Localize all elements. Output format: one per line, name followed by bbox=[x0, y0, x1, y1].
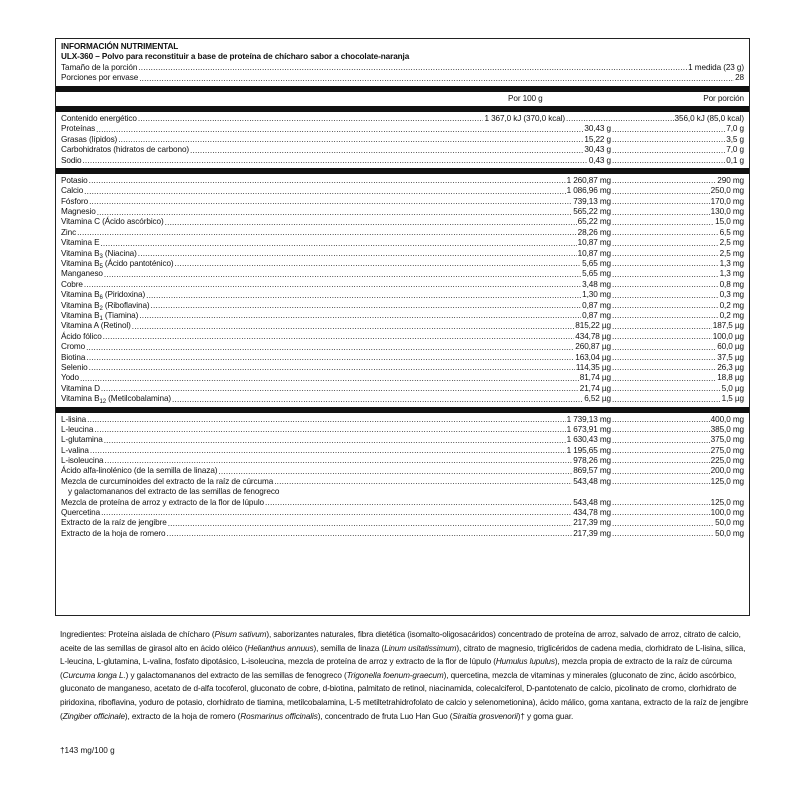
per100-value: 434,78 µg bbox=[575, 331, 611, 341]
per-serving-value: 275,0 mg bbox=[710, 445, 744, 455]
per-serving-value: 0,1 g bbox=[726, 155, 744, 165]
per100-value: 739,13 mg bbox=[573, 196, 611, 206]
energy-section bbox=[61, 114, 744, 124]
servings-row bbox=[61, 73, 744, 83]
nutrient-label-continuation: y galactomananos del extracto de las semillas de fenogreco bbox=[68, 487, 280, 497]
per100-value: 21,74 µg bbox=[579, 383, 611, 393]
nutrient-row bbox=[61, 290, 744, 300]
nutrient-row bbox=[61, 373, 744, 383]
nutrient-label: Mezcla de curcuminoides del extracto de la raíz de cúrcuma bbox=[61, 476, 274, 486]
nutrient-label: Zinc bbox=[61, 227, 77, 237]
per100-value: 565,22 mg bbox=[573, 207, 611, 217]
per-serving-value: 50,0 mg bbox=[715, 528, 744, 538]
nutrient-label: L-leucina bbox=[61, 424, 94, 434]
servings-label: Porciones por envase bbox=[61, 73, 139, 83]
nutrient-row bbox=[61, 321, 744, 331]
per-serving-value: 7,0 g bbox=[726, 145, 744, 155]
per-serving-value: 2,5 mg bbox=[719, 248, 744, 258]
per-serving-value: 0,2 mg bbox=[719, 300, 744, 310]
per100-value: 6,52 µg bbox=[584, 394, 611, 404]
per100-value: 217,39 mg bbox=[573, 518, 611, 528]
other-ingredients-section bbox=[61, 415, 744, 540]
nutrient-label: Quercetina bbox=[61, 508, 101, 518]
nutrient-label: Proteínas bbox=[61, 124, 96, 134]
nutrient-row bbox=[61, 425, 744, 435]
per100-value: 30,43 g bbox=[584, 145, 611, 155]
nutrient-row bbox=[61, 508, 744, 518]
nutrient-label: Vitamina E bbox=[61, 238, 100, 248]
per-serving-value: 225,0 mg bbox=[710, 456, 744, 466]
nutrition-facts-panel bbox=[55, 38, 750, 616]
nutrient-label: Calcio bbox=[61, 186, 84, 196]
per-serving-value: 0,3 mg bbox=[719, 290, 744, 300]
per-serving-value: 170,0 mg bbox=[710, 196, 744, 206]
nutrient-row bbox=[61, 342, 744, 352]
per-serving-value: 3,5 g bbox=[726, 134, 744, 144]
per100-value: 1,30 mg bbox=[582, 290, 611, 300]
nutrient-row bbox=[61, 353, 744, 363]
divider-thick bbox=[56, 168, 749, 174]
per100-value: 0,43 g bbox=[588, 155, 611, 165]
nutrient-label: L-isoleucina bbox=[61, 456, 104, 466]
nutrient-label: Fósforo bbox=[61, 196, 89, 206]
nutrient-label: L-lisina bbox=[61, 414, 87, 424]
nutrient-row bbox=[61, 114, 744, 124]
per100-value: 1 260,87 mg bbox=[566, 175, 611, 185]
product-name: ULX-360 – Polvo para reconstituir a base de proteína de chícharo sabor a chocolate-naranja bbox=[61, 52, 410, 62]
servings-value: 28 bbox=[735, 73, 744, 83]
divider-thick bbox=[56, 106, 749, 112]
nutrient-row bbox=[61, 269, 744, 279]
per-serving-value: 2,5 mg bbox=[719, 238, 744, 248]
per100-value: 543,48 mg bbox=[573, 476, 611, 486]
nutrient-label: Selenio bbox=[61, 362, 88, 372]
nutrient-row bbox=[61, 446, 744, 456]
per-serving-value: 375,0 mg bbox=[710, 435, 744, 445]
nutrient-row bbox=[61, 207, 744, 217]
per-serving-value: 1,5 µg bbox=[721, 394, 744, 404]
nutrient-row bbox=[61, 394, 744, 404]
per100-value: 81,74 µg bbox=[579, 373, 611, 383]
per100-value: 815,22 µg bbox=[575, 321, 611, 331]
per-serving-value: 400,0 mg bbox=[710, 414, 744, 424]
per-serving-value: 100,0 mg bbox=[710, 508, 744, 518]
nutrient-row bbox=[61, 301, 744, 311]
per-serving-value: 187,5 µg bbox=[712, 321, 744, 331]
per100-value: 434,78 mg bbox=[573, 508, 611, 518]
nutrient-row bbox=[61, 124, 744, 134]
nutrient-row bbox=[61, 498, 744, 508]
per-serving-value: 1,3 mg bbox=[719, 269, 744, 279]
nutrient-row bbox=[61, 466, 744, 476]
nutrient-label: Vitamina $B_6$ (Piridoxina) bbox=[61, 290, 146, 302]
per100-value: 1 195,65 mg bbox=[566, 445, 611, 455]
nutrient-label: Potasio bbox=[61, 175, 88, 185]
column-headers bbox=[61, 94, 744, 104]
nutrient-row bbox=[61, 249, 744, 259]
per100-value: 10,87 mg bbox=[577, 248, 611, 258]
per100-value: 978,26 mg bbox=[573, 456, 611, 466]
col-per100-header: Por 100 g bbox=[508, 93, 543, 103]
per100-value: 30,43 g bbox=[584, 124, 611, 134]
per100-value: 1 673,91 mg bbox=[566, 424, 611, 434]
nutrient-row bbox=[61, 135, 744, 145]
nutrient-label: L-glutamina bbox=[61, 435, 103, 445]
col-per-serving-header: Por porción bbox=[703, 93, 744, 103]
per-serving-value: 1,3 mg bbox=[719, 259, 744, 269]
per-serving-value: 50,0 mg bbox=[715, 518, 744, 528]
nutrient-row bbox=[61, 456, 744, 466]
per-serving-value: 125,0 mg bbox=[710, 497, 744, 507]
nutrient-label: Vitamina D bbox=[61, 383, 100, 393]
serving-size-label: Tamaño de la porción bbox=[61, 62, 138, 72]
nutrient-label: Sodio bbox=[61, 155, 82, 165]
per-serving-value: 26,3 µg bbox=[717, 362, 744, 372]
per-serving-value: 385,0 mg bbox=[710, 424, 744, 434]
per-serving-value: 100,0 µg bbox=[712, 331, 744, 341]
per100-value: 5,65 mg bbox=[582, 259, 611, 269]
per100-value: 869,57 mg bbox=[573, 466, 611, 476]
nutrient-row bbox=[61, 280, 744, 290]
per100-value: 543,48 mg bbox=[573, 497, 611, 507]
nutrient-row bbox=[61, 415, 744, 425]
per-serving-value: 0,8 mg bbox=[719, 279, 744, 289]
nutrient-label: Vitamina $B_5$ (Ácido pantoténico) bbox=[61, 259, 174, 271]
per-serving-value: 15,0 mg bbox=[715, 217, 744, 227]
nutrient-row bbox=[61, 186, 744, 196]
nutrient-label: Ácido alfa-linolénico (de la semilla de linaza) bbox=[61, 466, 218, 476]
per100-value: 1 739,13 mg bbox=[566, 414, 611, 424]
per100-value: 0,87 mg bbox=[582, 300, 611, 310]
micros-section bbox=[61, 176, 744, 405]
per100-value: 65,22 mg bbox=[577, 217, 611, 227]
per100-value: 10,87 mg bbox=[577, 238, 611, 248]
nutrient-label: Ácido fólico bbox=[61, 331, 102, 341]
nutrient-label: Cromo bbox=[61, 342, 86, 352]
nutrient-row bbox=[61, 156, 744, 166]
panel-title: INFORMACIÓN NUTRIMENTAL bbox=[61, 42, 179, 51]
nutrient-row bbox=[61, 176, 744, 186]
per-serving-value: 0,2 mg bbox=[719, 311, 744, 320]
nutrient-label: Grasas (lípidos) bbox=[61, 134, 118, 144]
per-serving-value: 250,0 mg bbox=[710, 186, 744, 196]
per100-value: 217,39 mg bbox=[573, 528, 611, 538]
nutrient-row bbox=[61, 435, 744, 445]
per100-value: 163,04 µg bbox=[575, 352, 611, 362]
nutrient-label: Vitamina A (Retinol) bbox=[61, 321, 131, 331]
ingredients-text: Ingredientes: Proteína aislada de chícharo (Pisum sativum), saborizantes naturales, fibra dietética (isomalto-oligosacáridos) concentrado de proteína de arroz, salvado de arroz, citrato de calcio, aceite de las semillas de girasol alto en ácido oléico (Helianthus annuus), semilla de linaza (Linum usitatissimum), citrato de magnesio, triglicéridos de cadena media, clorhidrato de L-lisina, sílica, L-leucina, L-glutamina, L-valina, fosfato dipotásico, L-isoleucina, mezcla de proteína de arroz y extracto de la flor de lúpulo (Humulus lupulus), mezcla propia de extracto de la raíz de cúrcuma (Curcuma longa L.) y galactomananos del extracto de las semillas de fenogreco (Trigonella foenum-graecum), quercetina, mezcla de vitaminas y minerales (gluconato de zinc, ácido ascórbico, gluconato de manganeso, acetato de d-alfa tocoferol, gluconato de cobre, d-biotina, palmitato de retinol, niacinamida, colecalciferol, D-pantotenato de calcio, picolinato de cromo, clorhidrato de piridoxina, riboflavina, yoduro de potasio, clorhidrato de tiamina, metilcobalamina, L-5 metiltetrahidrofolato de calcio y selenometionina), ácido málico, goma xantana, extracto de la raíz de jengibre (Zingiber officinale), extracto de la hoja de romero (Rosmarinus officinalis), concentrado de fruta Luo Han Guo (Siraitia grosvenorii)† y goma guar. bbox=[60, 630, 749, 721]
per100-value: 5,65 mg bbox=[582, 269, 611, 279]
nutrient-row bbox=[61, 238, 744, 248]
nutrient-row bbox=[61, 259, 744, 269]
nutrient-label: Vitamina C (Ácido ascórbico) bbox=[61, 217, 164, 227]
nutrient-row bbox=[61, 384, 744, 394]
nutrient-label: Magnesio bbox=[61, 207, 96, 217]
serving-size-row bbox=[61, 63, 744, 73]
nutrient-label: Cobre bbox=[61, 279, 83, 289]
nutrient-label: Contenido energético bbox=[61, 113, 137, 123]
serving-size-value: 1 medida (23 g) bbox=[688, 62, 744, 72]
per100-value: 260,87 µg bbox=[575, 342, 611, 352]
per-serving-value: 37,5 µg bbox=[717, 352, 744, 362]
nutrient-label: Biotina bbox=[61, 352, 86, 362]
per-serving-value: 125,0 mg bbox=[710, 476, 744, 486]
nutrient-label: Manganeso bbox=[61, 269, 103, 279]
per-serving-value: 18,8 µg bbox=[717, 373, 744, 383]
nutrient-row bbox=[61, 518, 744, 528]
nutrient-label: Yodo bbox=[61, 373, 79, 383]
per-serving-value: 290 mg bbox=[717, 175, 744, 185]
nutrient-row bbox=[61, 332, 744, 342]
per-serving-value: 6,5 mg bbox=[719, 227, 744, 237]
nutrient-label: Carbohidratos (hidratos de carbono) bbox=[61, 145, 190, 155]
nutrient-row bbox=[61, 218, 744, 228]
per100-value: 1 086,96 mg bbox=[566, 186, 611, 196]
nutrient-row bbox=[61, 363, 744, 373]
footnote: †143 mg/100 g bbox=[60, 746, 115, 755]
nutrient-label: Vitamina $B_2$ (Riboflavina) bbox=[61, 300, 150, 312]
nutrient-label: Vitamina $B_3$ (Niacina) bbox=[61, 248, 137, 260]
nutrient-row bbox=[61, 197, 744, 207]
per100-value: 1 367,0 kJ (370,0 kcal) bbox=[484, 113, 565, 123]
per-serving-value: 130,0 mg bbox=[710, 207, 744, 217]
per100-value: 15,22 g bbox=[584, 134, 611, 144]
nutrient-row bbox=[61, 145, 744, 155]
nutrient-label: L-valina bbox=[61, 445, 89, 455]
per-serving-value: 356,0 kJ (85,0 kcal) bbox=[674, 113, 744, 123]
per100-value: 1 630,43 mg bbox=[566, 435, 611, 445]
per-serving-value: 5,0 µg bbox=[721, 383, 744, 393]
nutrient-row bbox=[61, 477, 744, 487]
nutrient-label: Vitamina $B_1$ (Tiamina) bbox=[61, 311, 139, 322]
per-serving-value: 60,0 µg bbox=[717, 342, 744, 352]
per100-value: 3,48 mg bbox=[582, 279, 611, 289]
nutrient-label: Vitamina $B_{12}$ (Metilcobalamina) bbox=[61, 394, 172, 406]
nutrient-row bbox=[61, 311, 744, 321]
nutrient-label: Mezcla de proteína de arroz y extracto de la flor de lúpulo bbox=[61, 497, 264, 507]
per-serving-value: 200,0 mg bbox=[710, 466, 744, 476]
per-serving-value: 7,0 g bbox=[726, 124, 744, 134]
nutrient-row bbox=[61, 529, 744, 539]
nutrient-label: Extracto de la raíz de jengibre bbox=[61, 518, 167, 528]
per100-value: 0,87 mg bbox=[582, 311, 611, 320]
divider-thick bbox=[56, 86, 749, 92]
per100-value: 28,26 mg bbox=[577, 227, 611, 237]
per100-value: 114,35 µg bbox=[575, 362, 611, 372]
macros-section bbox=[61, 124, 744, 166]
nutrient-row bbox=[61, 228, 744, 238]
nutrient-label: Extracto de la hoja de romero bbox=[61, 528, 166, 538]
divider-thick bbox=[56, 407, 749, 413]
